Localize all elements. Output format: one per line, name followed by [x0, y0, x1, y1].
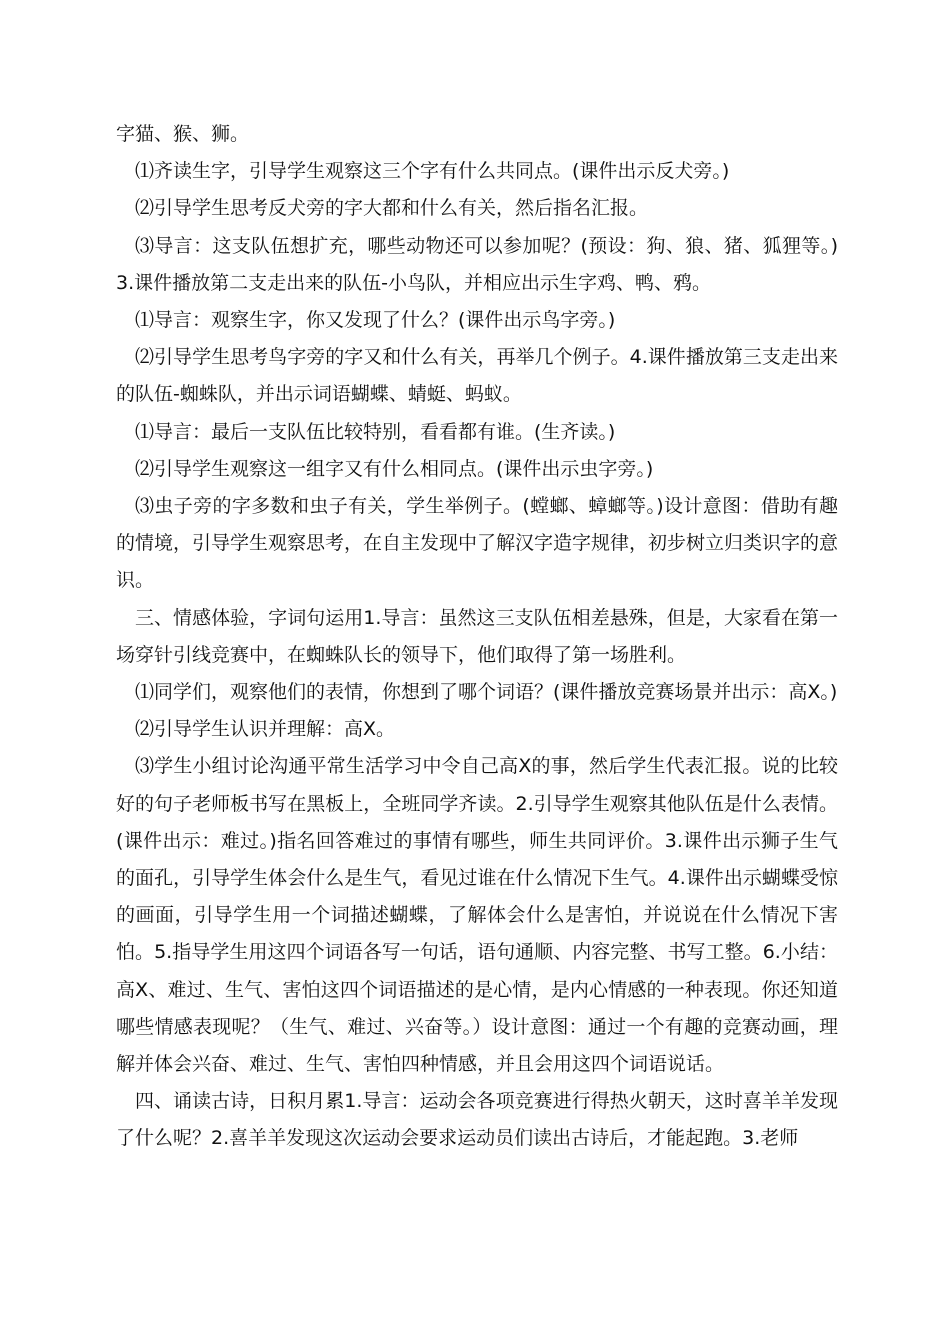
paragraph-step-2: ⑵引导学生思考反犬旁的字大都和什么有关，然后指名汇报。: [135, 197, 649, 220]
paragraph-step-3: ⑶导言：这支队伍想扩充，哪些动物还可以参加呢？(预设：狗、狼、猪、狐狸等。)3.课件播放第二支走出来的队伍-小鸟队，并相应出示生字鸡、鸭、鸦。: [116, 234, 838, 294]
paragraph-bird-step-1: ⑴导言：观察生字，你又发现了什么？(课件出示鸟字旁。): [135, 309, 616, 332]
paragraph-insect-step-3: ⑶虫子旁的字多数和虫子有关，学生举例子。(螳螂、蟑螂等。)设计意图：借助有趣的情境，引导学生观察思考，在自主发现中了解汉字造字规律，初步树立归类识字的意识。: [116, 495, 839, 592]
paragraph-insect-step-2: ⑵引导学生观察这一组字又有什么相同点。(课件出示虫字旁。): [135, 457, 654, 480]
paragraph-bird-step-2: ⑵引导学生思考鸟字旁的字又和什么有关，再举几个例子。4.课件播放第三支走出来的队伍-蜘蛛队，并出示词语蝴蝶、蜻蜓、蚂蚁。: [116, 346, 838, 406]
paragraph-emotion-step-1: ⑴同学们，观察他们的表情，你想到了哪个词语？(课件播放竞赛场景并出示：高X。): [135, 681, 838, 704]
section-three-heading-paragraph: 三、情感体验，字词句运用1.导言：虽然这三支队伍相差悬殊，但是，大家看在第一场穿针引线竞赛中，在蜘蛛队长的领导下，他们取得了第一场胜利。: [116, 606, 838, 666]
paragraph-continuation: 字猫、猴、狮。: [116, 123, 250, 145]
paragraph-emotion-step-3: ⑶学生小组讨论沟通平常生活学习中令自己高X的事，然后学生代表汇报。说的比较好的句子老师板书写在黑板上，全班同学齐读。2.引导学生观察其他队伍是什么表情。(课件出示：难过。)指名回答难过的事情有哪些，师生共同评价。3.课件出示狮子生气的面孔，引导学生体会什么是生气，看见过谁在什么情况下生气。4.课件出示蝴蝶受惊的画面，引导学生用一个词描述蝴蝶，了解体会什么是害怕，并说说在什么情况下害怕。5.指导学生用这四个词语各写一句话，语句通顺、内容完整、书写工整。6.小结：高X、难过、生气、害怕这四个词语描述的是心情，是内心情感的一种表现。你还知道哪些情感表现呢？（生气、难过、兴奋等。）设计意图：通过一个有趣的竞赛动画，理解并体会兴奋、难过、生气、害怕四种情感，并且会用这四个词语说话。: [116, 755, 838, 1076]
document-page: [116, 116, 838, 1158]
section-four-heading-paragraph: 四、诵读古诗，日积月累1.导言：运动会各项竞赛进行得热火朝天，这时喜羊羊发现了什么呢？2.喜羊羊发现这次运动会要求运动员们读出古诗后，才能起跑。3.老师: [116, 1090, 838, 1150]
paragraph-step-1: ⑴齐读生字，引导学生观察这三个字有什么共同点。(课件出示反犬旁。): [135, 160, 730, 183]
paragraph-insect-step-1: ⑴导言：最后一支队伍比较特别，看看都有谁。(生齐读。): [135, 420, 616, 443]
paragraph-emotion-step-2: ⑵引导学生认识并理解：高X。: [135, 718, 396, 741]
